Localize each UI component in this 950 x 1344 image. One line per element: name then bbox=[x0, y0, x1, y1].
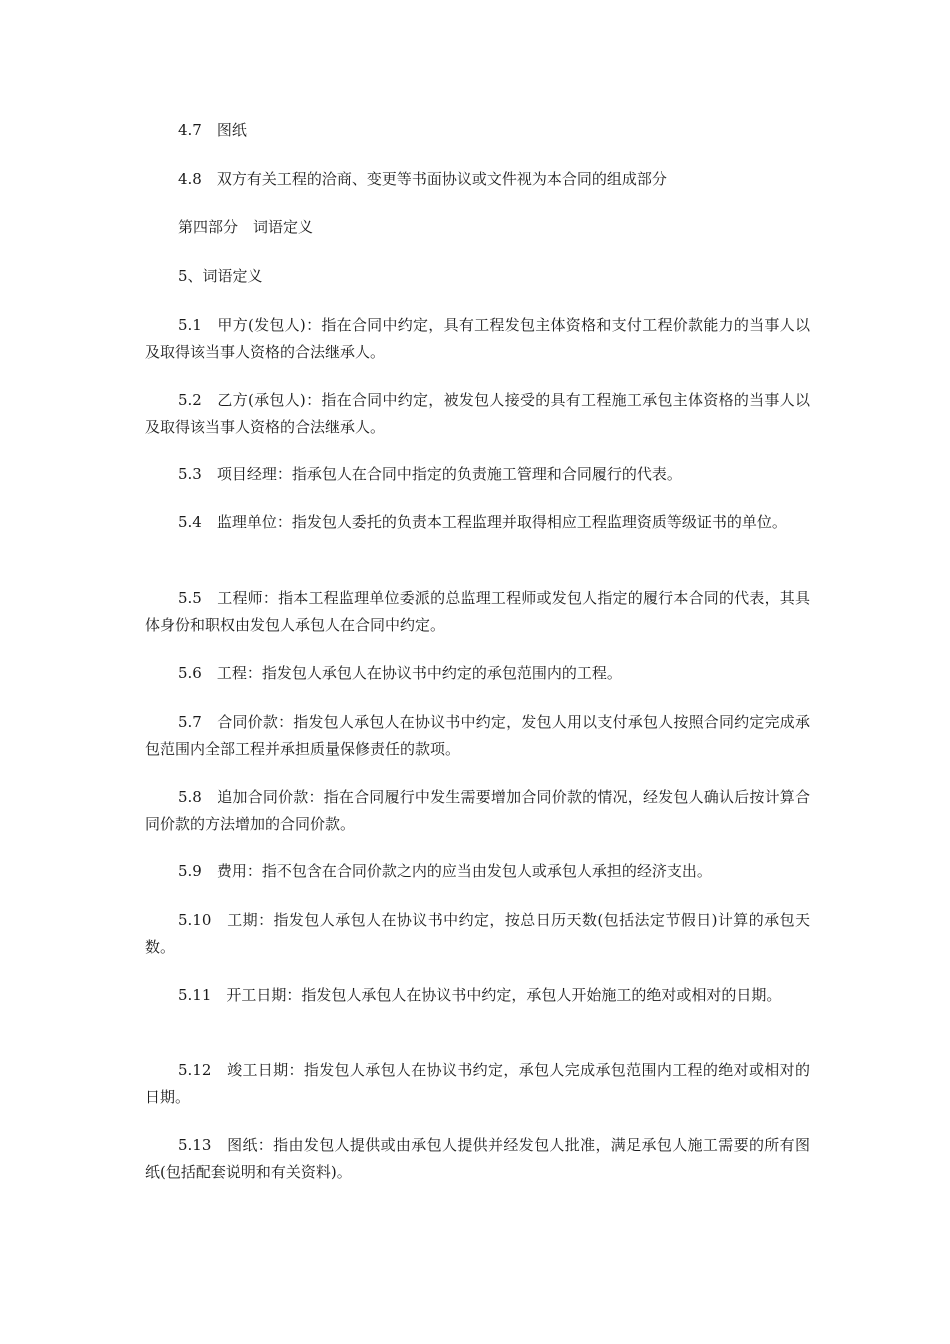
clause-4-7: 4.7 图纸 bbox=[178, 121, 247, 139]
clause-5-9: 5.9 费用：指不包含在合同价款之内的应当由发包人或承包人承担的经济支出。 bbox=[178, 862, 712, 880]
clause-5-7: 5.7 合同价款：指发包人承包人在协议书中约定，发包人用以支付承包人按照合同约定完成承包范围内全部工程并承担质量保修责任的款项。 bbox=[145, 713, 810, 758]
section-5-heading: 5、词语定义 bbox=[178, 267, 263, 285]
clause-5-12: 5.12 竣工日期：指发包人承包人在协议书约定，承包人完成承包范围内工程的绝对或相对的日期。 bbox=[145, 1061, 810, 1106]
clause-5-6: 5.6 工程：指发包人承包人在协议书中约定的承包范围内的工程。 bbox=[178, 664, 622, 682]
clause-5-10: 5.10 工期：指发包人承包人在协议书中约定，按总日历天数(包括法定节假日)计算的承包天数。 bbox=[145, 911, 810, 956]
clause-5-1: 5.1 甲方(发包人)：指在合同中约定，具有工程发包主体资格和支付工程价款能力的当事人以及取得该当事人资格的合法继承人。 bbox=[145, 316, 810, 361]
clause-5-13: 5.13 图纸：指由发包人提供或由承包人提供并经发包人批准，满足承包人施工需要的所有图纸(包括配套说明和有关资料)。 bbox=[145, 1136, 810, 1181]
clause-5-5: 5.5 工程师：指本工程监理单位委派的总监理工程师或发包人指定的履行本合同的代表，其具体身份和职权由发包人承包人在合同中约定。 bbox=[145, 589, 810, 634]
part-four-heading: 第四部分 词语定义 bbox=[178, 218, 314, 236]
clause-5-3: 5.3 项目经理：指承包人在合同中指定的负责施工管理和合同履行的代表。 bbox=[178, 465, 682, 483]
clause-5-2: 5.2 乙方(承包人)：指在合同中约定，被发包人接受的具有工程施工承包主体资格的当事人以及取得该当事人资格的合法继承人。 bbox=[145, 391, 810, 436]
clause-5-8: 5.8 追加合同价款：指在合同履行中发生需要增加合同价款的情况，经发包人确认后按计算合同价款的方法增加的合同价款。 bbox=[145, 788, 810, 833]
clause-5-11: 5.11 开工日期：指发包人承包人在协议书中约定，承包人开始施工的绝对或相对的日期。 bbox=[178, 986, 782, 1004]
clause-5-4: 5.4 监理单位：指发包人委托的负责本工程监理并取得相应工程监理资质等级证书的单位。 bbox=[178, 513, 787, 531]
clause-4-8: 4.8 双方有关工程的洽商、变更等书面协议或文件视为本合同的组成部分 bbox=[178, 170, 667, 188]
